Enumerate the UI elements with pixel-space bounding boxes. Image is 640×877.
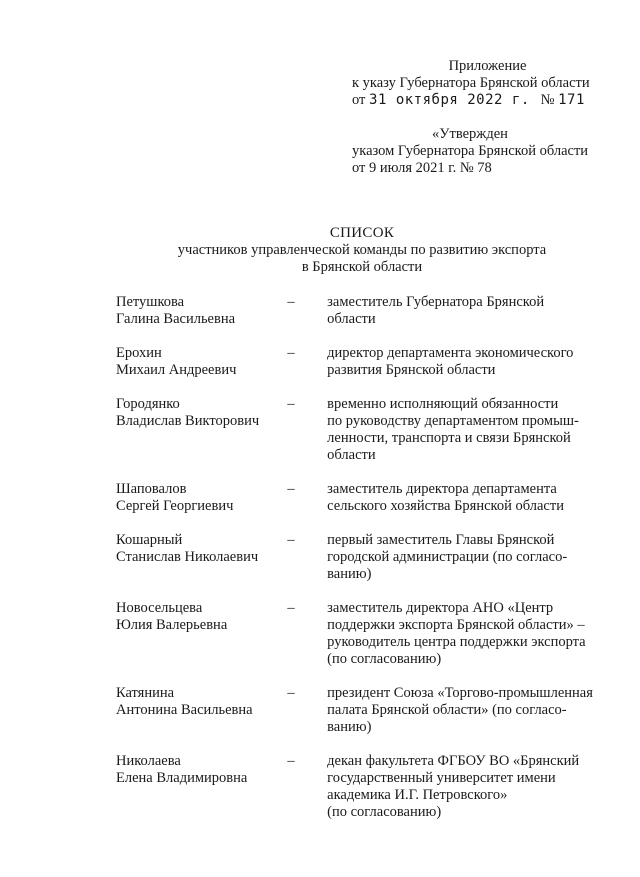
member-name xyxy=(116,294,287,328)
position-line: руководитель центра поддержки экспорта xyxy=(327,634,586,650)
member-position xyxy=(327,753,616,821)
position-line: государственный университет имени xyxy=(327,770,556,786)
position-line: заместитель директора департамента xyxy=(327,481,557,497)
member-surname: Шаповалов xyxy=(116,481,187,497)
member-name xyxy=(116,345,287,379)
member-name xyxy=(116,600,287,668)
member-dash: – xyxy=(287,481,295,497)
handwritten-date: 31 октября 2022 г. xyxy=(369,92,530,108)
member-dash: – xyxy=(287,345,295,361)
member-dash: – xyxy=(287,600,295,616)
position-line: временно исполняющий обязанности xyxy=(327,396,559,412)
member-given-name: Станислав Николаевич xyxy=(116,549,259,565)
member-position xyxy=(327,396,616,464)
member-position xyxy=(327,685,616,736)
approved-decree-line: указом Губернатора Брянской области xyxy=(352,143,589,159)
member-dash: – xyxy=(287,396,295,412)
member-row xyxy=(116,600,616,668)
member-dash: – xyxy=(287,532,295,548)
position-line: ванию) xyxy=(327,719,372,735)
member-row xyxy=(116,685,616,736)
approved-title: «Утвержден xyxy=(432,126,508,142)
position-line: ленности, транспорта и связи Брянской xyxy=(327,430,571,446)
member-surname: Ерохин xyxy=(116,345,162,361)
position-line: заместитель директора АНО «Центр xyxy=(327,600,554,616)
member-name xyxy=(116,532,287,583)
member-row xyxy=(116,345,616,379)
member-surname: Николаева xyxy=(116,753,181,769)
document-subtitle-line-1: участников управленческой команды по развитию экспорта xyxy=(177,242,547,258)
position-line: области xyxy=(327,311,376,327)
member-position xyxy=(327,481,616,515)
member-surname: Городянко xyxy=(116,396,180,412)
member-row xyxy=(116,532,616,583)
position-line: (по согласованию) xyxy=(327,804,442,820)
member-given-name: Сергей Георгиевич xyxy=(116,498,234,514)
document-heading xyxy=(0,225,640,276)
handwritten-number: 171 xyxy=(558,92,585,108)
member-name xyxy=(116,685,287,736)
member-given-name: Михаил Андреевич xyxy=(116,362,237,378)
position-line: директор департамента экономического xyxy=(327,345,574,361)
member-row xyxy=(116,481,616,515)
members-list xyxy=(116,294,616,821)
document-subtitle-line-2: в Брянской области xyxy=(301,259,423,275)
appendix-date-line xyxy=(352,92,632,109)
member-dash: – xyxy=(287,294,295,310)
member-given-name: Антонина Васильевна xyxy=(116,702,253,718)
member-dash: – xyxy=(287,685,295,701)
member-surname: Петушкова xyxy=(116,294,185,310)
position-line: развития Брянской области xyxy=(327,362,496,378)
position-line: ванию) xyxy=(327,566,372,582)
member-given-name: Владислав Викторович xyxy=(116,413,260,429)
position-line: декан факультета ФГБОУ ВО «Брянский xyxy=(327,753,580,769)
approved-date-line: от 9 июля 2021 г. № 78 xyxy=(352,160,492,176)
member-dash: – xyxy=(287,753,295,769)
member-position xyxy=(327,532,616,583)
position-line: президент Союза «Торгово-промышленная xyxy=(327,685,593,701)
member-row xyxy=(116,753,616,821)
member-surname: Кошарный xyxy=(116,532,183,548)
approved-block xyxy=(352,126,632,177)
position-line: по руководству департаментом промыш- xyxy=(327,413,579,429)
member-row xyxy=(116,396,616,464)
member-row xyxy=(116,294,616,328)
member-given-name: Елена Владимировна xyxy=(116,770,248,786)
member-position xyxy=(327,345,616,379)
member-position xyxy=(327,600,616,668)
member-name xyxy=(116,396,287,464)
position-line: сельского хозяйства Брянской области xyxy=(327,498,564,514)
member-name xyxy=(116,753,287,821)
position-line: (по согласованию) xyxy=(327,651,442,667)
appendix-title: Приложение xyxy=(448,58,527,74)
appendix-block xyxy=(352,58,632,109)
position-line: области xyxy=(327,447,376,463)
position-line: академика И.Г. Петровского» xyxy=(327,787,508,803)
member-surname: Новосельцева xyxy=(116,600,203,616)
position-line: поддержки экспорта Брянской области» – xyxy=(327,617,585,633)
document-title: СПИСОК xyxy=(329,225,395,241)
member-position xyxy=(327,294,616,328)
member-given-name: Галина Васильевна xyxy=(116,311,236,327)
member-surname: Катянина xyxy=(116,685,175,701)
number-prefix: № xyxy=(540,92,555,108)
position-line: первый заместитель Главы Брянской xyxy=(327,532,555,548)
member-given-name: Юлия Валерьевна xyxy=(116,617,228,633)
date-prefix: от xyxy=(352,92,366,108)
member-name xyxy=(116,481,287,515)
position-line: городской администрации (по согласо- xyxy=(327,549,568,565)
appendix-decree-line: к указу Губернатора Брянской области xyxy=(352,75,590,91)
position-line: заместитель Губернатора Брянской xyxy=(327,294,545,310)
position-line: палата Брянской области» (по согласо- xyxy=(327,702,567,718)
